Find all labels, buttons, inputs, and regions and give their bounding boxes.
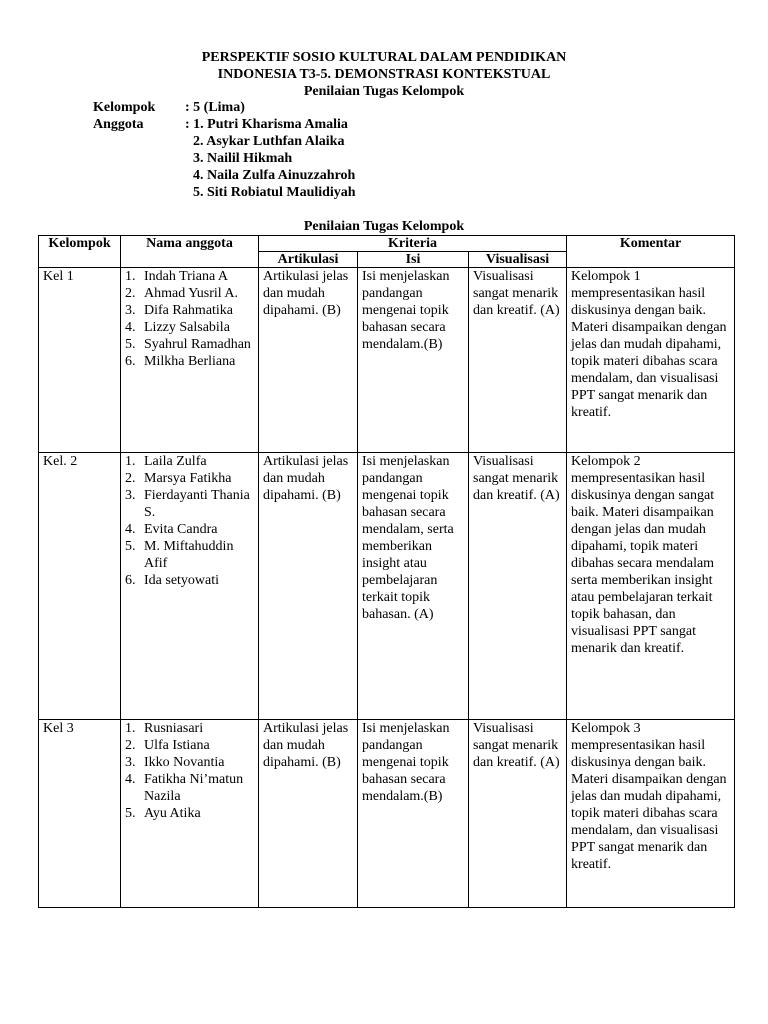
member-item: 1. Rusniasari <box>125 721 204 736</box>
member-item: 3. Fierdayanti Thania S. <box>125 488 250 520</box>
cell-kelompok: Kel. 2 <box>39 453 121 720</box>
member-item: 5. Syahrul Ramadhan <box>125 337 251 352</box>
header-kelompok: Kelompok <box>39 236 121 268</box>
table-row <box>39 720 735 908</box>
member-item: 2. Marsya Fatikha <box>125 471 232 486</box>
cell-artikulasi: Artikulasi jelas dan mudah dipahami. (B) <box>259 453 358 720</box>
cell-anggota <box>121 453 259 720</box>
anggota-item: : 1. Putri Kharisma Amalia <box>185 117 348 132</box>
header-artikulasi: Artikulasi <box>259 252 358 268</box>
member-item: 3. Ikko Novantia <box>125 755 225 770</box>
anggota-item: 3. Nailil Hikmah <box>193 151 293 166</box>
header-komentar: Komentar <box>567 236 735 268</box>
anggota-item: 4. Naila Zulfa Ainuzzahroh <box>193 168 356 183</box>
header-kriteria: Kriteria <box>259 236 567 252</box>
member-item: 5. M. Miftahuddin Afif <box>125 539 234 571</box>
cell-isi: Isi menjelaskan pandangan mengenai topik bahasan secara mendalam.(B) <box>358 720 469 908</box>
table-row <box>39 453 735 720</box>
cell-isi: Isi menjelaskan pandangan mengenai topik bahasan secara mendalam.(B) <box>358 268 469 453</box>
member-item: 1. Indah Triana A <box>125 269 228 284</box>
cell-visualisasi: Visualisasi sangat menarik dan kreatif. (A) <box>469 268 567 453</box>
member-item: 2. Ulfa Istiana <box>125 738 210 753</box>
cell-visualisasi: Visualisasi sangat menarik dan kreatif. (A) <box>469 720 567 908</box>
cell-anggota <box>121 268 259 453</box>
kelompok-label: Kelompok <box>93 100 156 115</box>
cell-komentar: Kelompok 2 mempresentasikan hasil diskusinya dengan sangat baik. Materi disampaikan dengan jelas dan mudah dipahami, topik materi dibahas secara mendalam serta memberikan insight atau pembelajaran terkait topik bahasan, dan visualisasi PPT sangat menarik dan kreatif. <box>567 453 735 720</box>
kelompok-value: : 5 (Lima) <box>185 100 245 115</box>
anggota-item: 2. Asykar Luthfan Alaika <box>193 134 345 149</box>
cell-artikulasi: Artikulasi jelas dan mudah dipahami. (B) <box>259 268 358 453</box>
cell-anggota <box>121 720 259 908</box>
document-title-line-2: INDONESIA T3-5. DEMONSTRASI KONTEKSTUAL <box>217 67 551 82</box>
anggota-label: Anggota <box>93 117 144 132</box>
cell-isi: Isi menjelaskan pandangan mengenai topik bahasan secara mendalam, serta memberikan insight atau pembelajaran terkait topik bahasan. (A) <box>358 453 469 720</box>
header-isi: Isi <box>358 252 469 268</box>
member-item: 3. Difa Rahmatika <box>125 303 234 318</box>
cell-artikulasi: Artikulasi jelas dan mudah dipahami. (B) <box>259 720 358 908</box>
member-item: 6. Ida setyowati <box>125 573 220 588</box>
member-item: 5. Ayu Atika <box>125 806 201 821</box>
cell-visualisasi: Visualisasi sangat menarik dan kreatif. (A) <box>469 453 567 720</box>
member-item: 6. Milkha Berliana <box>125 354 236 369</box>
member-item: 1. Laila Zulfa <box>125 454 207 469</box>
table-row <box>39 268 735 453</box>
cell-komentar: Kelompok 1 mempresentasikan hasil diskusinya dengan baik. Materi disampaikan dengan jelas dan mudah dipahami, topik materi dibahas scara mendalam, dan visualisasi PPT sangat menarik dan kreatif. <box>567 268 735 453</box>
document-subtitle: Penilaian Tugas Kelompok <box>303 84 465 99</box>
header-nama-anggota: Nama anggota <box>121 236 259 268</box>
cell-komentar: Kelompok 3 mempresentasikan hasil diskusinya dengan baik. Materi disampaikan dengan jelas dan mudah dipahami, topik materi dibahas scara mendalam, dan visualisasi PPT sangat menarik dan kreatif. <box>567 720 735 908</box>
member-item: 4. Fatikha Ni’matun Nazila <box>125 772 244 804</box>
cell-kelompok: Kel 1 <box>39 268 121 453</box>
document-title-line-1: PERSPEKTIF SOSIO KULTURAL DALAM PENDIDIKAN <box>201 50 567 65</box>
member-item: 4. Evita Candra <box>125 522 218 537</box>
anggota-item: 5. Siti Robiatul Maulidiyah <box>193 185 356 200</box>
header-visualisasi: Visualisasi <box>469 252 567 268</box>
member-item: 2. Ahmad Yusril A. <box>125 286 238 301</box>
cell-kelompok: Kel 3 <box>39 720 121 908</box>
table-caption: Penilaian Tugas Kelompok <box>303 219 465 234</box>
assessment-table <box>38 235 735 908</box>
member-item: 4. Lizzy Salsabila <box>125 320 230 335</box>
